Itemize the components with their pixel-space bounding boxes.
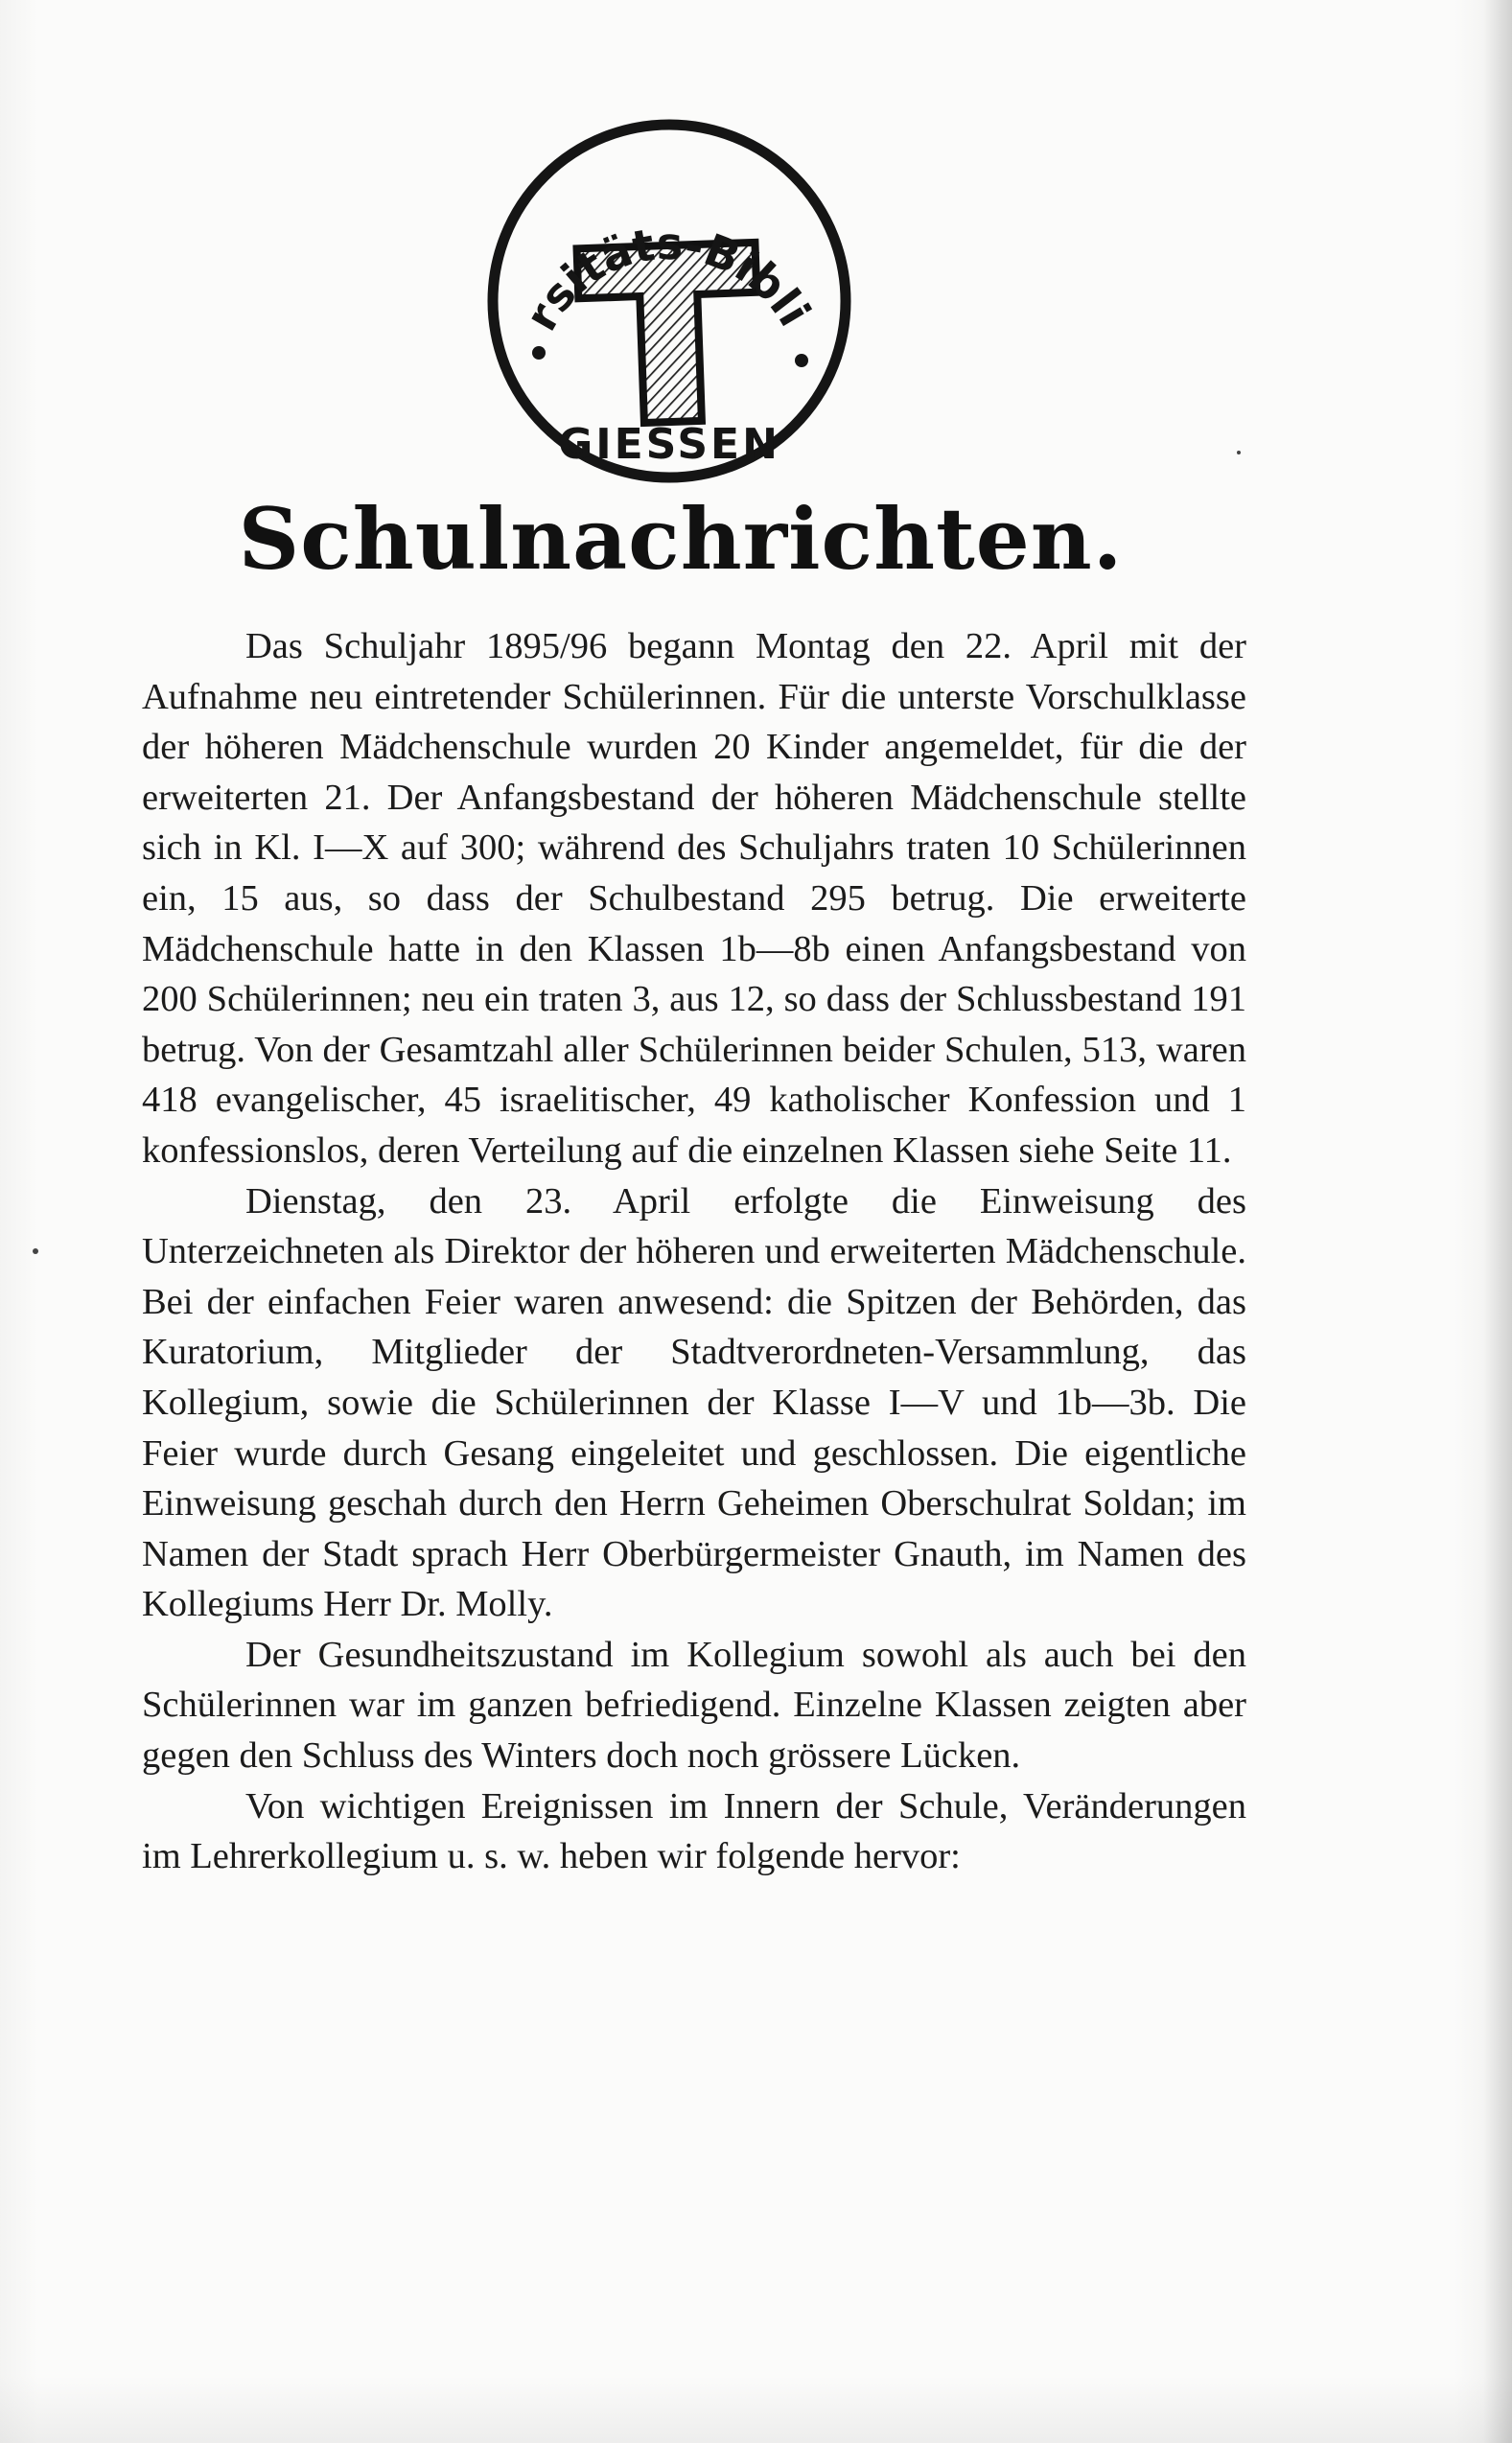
body-text [142,621,1246,1882]
page-title: Schulnachrichten. [238,489,1124,589]
stamp-city-text: GIESSEN [558,420,780,469]
stamp-dot-right [795,354,808,367]
library-stamp [481,113,857,489]
paragraph-events-intro: Von wichtigen Ereignissen im Innern der Schule, Veränderungen im Lehrerkollegium u. s. w. heben wir folgende hervor: [142,1785,1246,1877]
paragraph-health: Der Gesundheitszustand im Kollegium sowohl als auch bei den Schülerinnen war im ganzen befriedigend. Einzelne Klassen zeigten aber gegen den Schluss des Winters doch noch grössere Lücken. [142,1634,1246,1777]
paper-speck [1237,451,1241,454]
paragraph-enrollment: Das Schuljahr 1895/96 begann Montag den 22. April mit der Aufnahme neu eintretender Schülerinnen. Für die unterste Vorschulklasse der höheren Mädchenschule wurden 20 Kinder angemeldet, für die der erweiterten 21. Der Anfangsbestand der höheren Mädchenschule stellte sich in Kl. I—X auf 300; während des Schuljahrs traten 10 Schülerinnen ein, 15 aus, so dass der Schulbestand 295 betrug. Die erweiterte Mädchenschule hatte in den Klassen 1b—8b einen Anfangsbestand von 200 Schülerinnen; neu ein traten 3, aus 12, so dass der Schlussbestand 191 betrug. Von der Gesamtzahl aller Schülerinnen beider Schulen, 513, waren 418 evangelischer, 45 israelitischer, 49 katholischer Konfession und 1 konfessionslos, deren Verteilung auf die einzelnen Klassen siehe Seite 11. [142,626,1246,1171]
stamp-arc-text: rsitäts-Bibli [514,217,821,339]
stamp-dot-left [532,346,546,360]
paper-speck [33,1248,38,1254]
paragraph-installation: Dienstag, den 23. April erfolgte die Einweisung des Unterzeichneten als Direktor der höheren und erweiterten Mädchenschule. Bei der einfachen Feier waren anwesend: die Spitzen der Behörden, das Kuratorium, Mitglieder der Stadtverordneten-Versammlung, das Kollegium, sowie die Schülerinnen der Klasse I—V und 1b—3b. Die Feier wurde durch Gesang eingeleitet und geschlossen. Die eigentliche Einweisung geschah durch den Herrn Geheimen Oberschulrat Soldan; im Namen der Stadt sprach Herr Oberbürgermeister Gnauth, im Namen des Kollegiums Herr Dr. Molly. [142,1180,1246,1625]
stamp-graphic [481,113,857,489]
page-edge-shadow [1483,0,1512,2443]
